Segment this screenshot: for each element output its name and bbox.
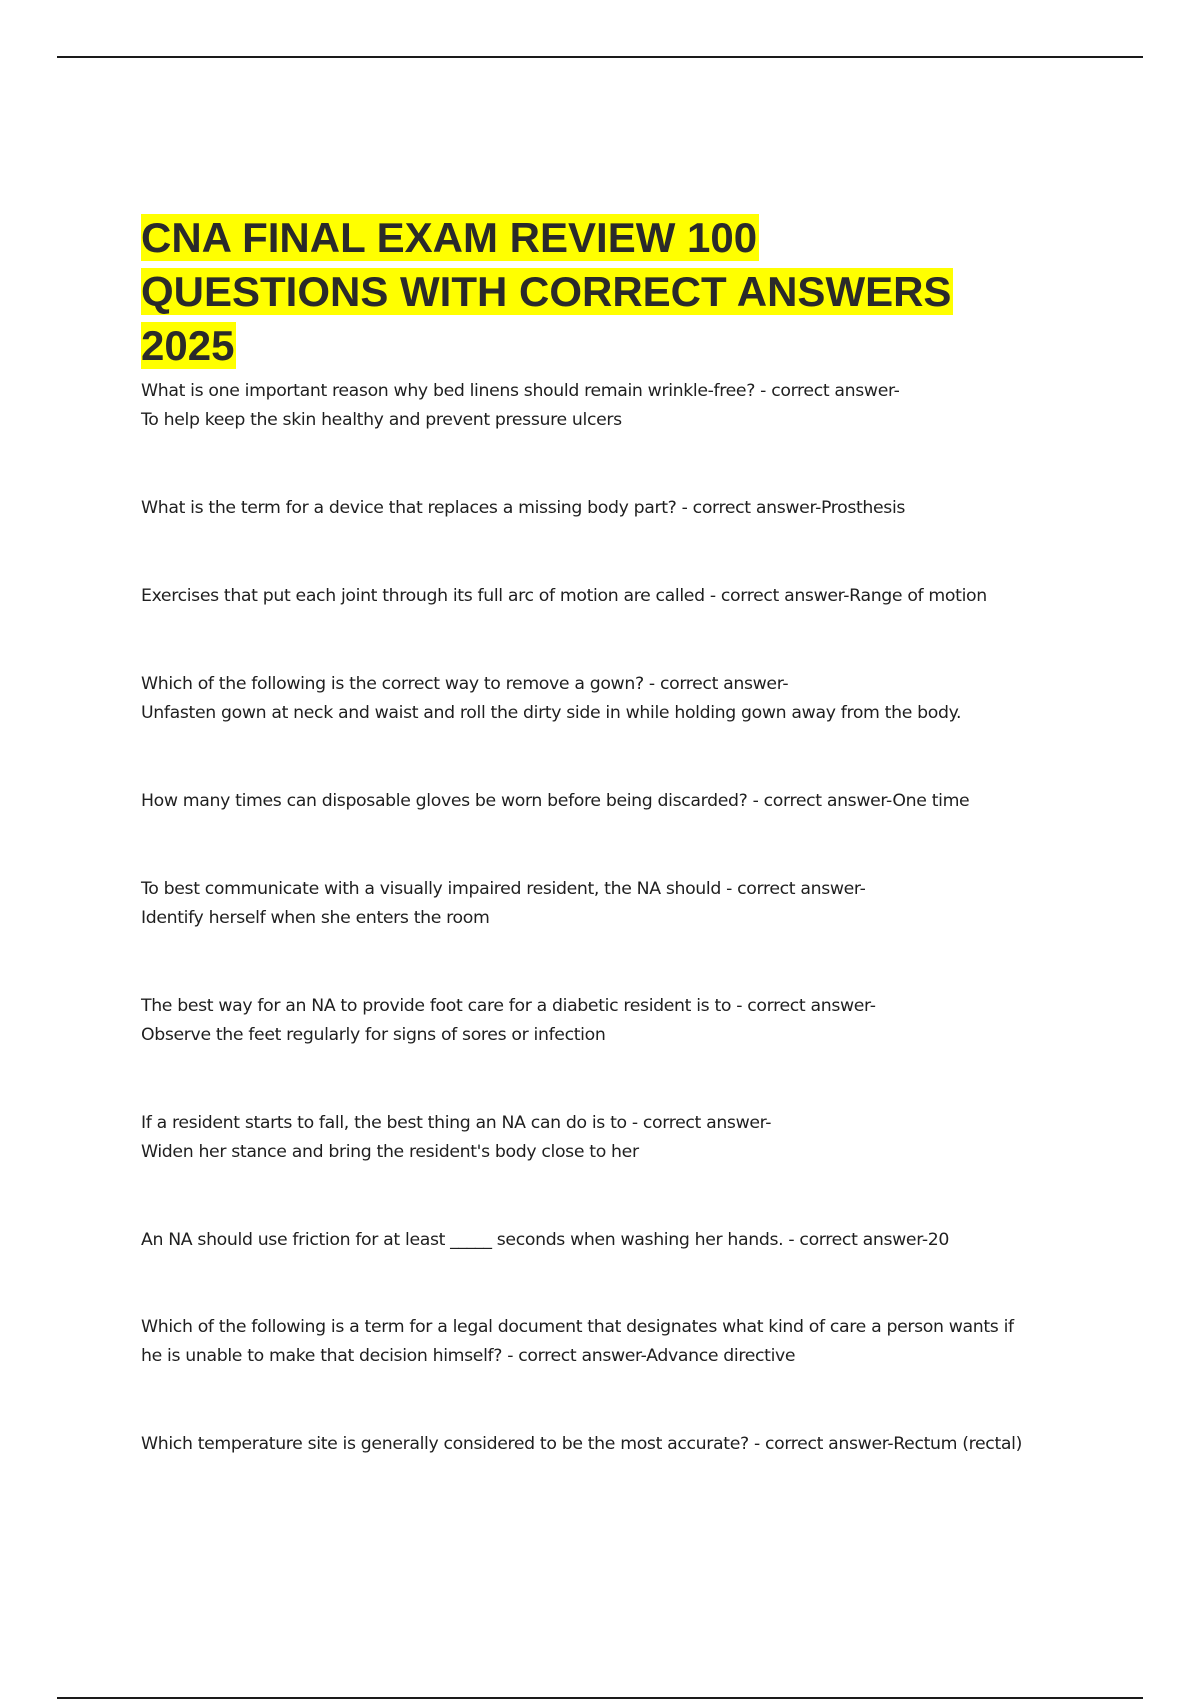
qa-question: Exercises that put each joint through its full arc of motion are called - correct answer-Range of motion bbox=[141, 586, 987, 606]
qa-question: What is one important reason why bed linens should remain wrinkle-free? - correct answer- bbox=[141, 381, 900, 401]
qa-answer: he is unable to make that decision himself? - correct answer-Advance directive bbox=[141, 1346, 796, 1366]
qa-answer: Observe the feet regularly for signs of sores or infection bbox=[141, 1025, 606, 1045]
qa-question: To best communicate with a visually impaired resident, the NA should - correct answer- bbox=[141, 879, 866, 899]
qa-question: Which temperature site is generally considered to be the most accurate? - correct answer-Rectum (rectal) bbox=[141, 1434, 1022, 1454]
qa-item-3 bbox=[141, 582, 1081, 611]
qa-question: The best way for an NA to provide foot care for a diabetic resident is to - correct answer- bbox=[141, 996, 876, 1016]
qa-question: How many times can disposable gloves be worn before being discarded? - correct answer-One time bbox=[141, 791, 970, 811]
qa-answer: Identify herself when she enters the room bbox=[141, 908, 490, 928]
qa-answer: Unfasten gown at neck and waist and roll the dirty side in while holding gown away from the body. bbox=[141, 703, 962, 723]
qa-question: If a resident starts to fall, the best thing an NA can do is to - correct answer- bbox=[141, 1113, 772, 1133]
qa-question: Which of the following is the correct way to remove a gown? - correct answer- bbox=[141, 674, 789, 694]
qa-answer: To help keep the skin healthy and prevent pressure ulcers bbox=[141, 410, 622, 430]
qa-item-4 bbox=[141, 670, 1081, 728]
qa-item-5 bbox=[141, 787, 1081, 816]
document-title bbox=[141, 211, 1101, 373]
qa-item-8 bbox=[141, 1109, 1081, 1167]
qa-item-2 bbox=[141, 494, 1081, 523]
title-line-1: CNA FINAL EXAM REVIEW 100 bbox=[141, 214, 758, 261]
qa-question: Which of the following is a term for a legal document that designates what kind of care a person wants if bbox=[141, 1317, 1014, 1337]
top-rule bbox=[57, 56, 1143, 58]
qa-item-7 bbox=[141, 992, 1081, 1050]
qa-question: An NA should use friction for at least _____ seconds when washing her hands. - correct answer-20 bbox=[141, 1230, 950, 1250]
qa-item-9 bbox=[141, 1226, 1081, 1255]
title-line-3: 2025 bbox=[141, 322, 235, 369]
title-line-2: QUESTIONS WITH CORRECT ANSWERS bbox=[141, 268, 952, 315]
qa-answer: Widen her stance and bring the resident's body close to her bbox=[141, 1142, 639, 1162]
qa-item-1 bbox=[141, 377, 1081, 435]
qa-item-6 bbox=[141, 875, 1081, 933]
bottom-rule bbox=[57, 1697, 1143, 1699]
qa-item-10 bbox=[141, 1313, 1081, 1371]
qa-question: What is the term for a device that replaces a missing body part? - correct answer-Prosthesis bbox=[141, 498, 906, 518]
qa-item-11 bbox=[141, 1430, 1081, 1459]
